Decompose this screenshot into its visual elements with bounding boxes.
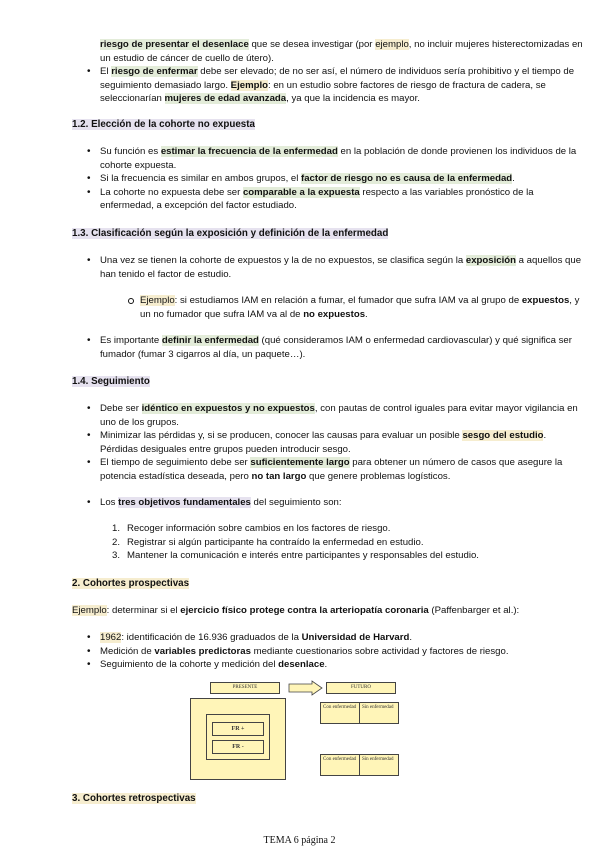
text: : en un estudio sobre factores de riesgo de fractura de cadera, se seleccionarían <box>100 79 546 105</box>
text: que se desea investigar (por <box>248 39 376 50</box>
fr-negative-box: FR - <box>212 740 264 754</box>
list-item <box>0 38 599 65</box>
list-item: • Medición de variables predictoras mediante cuestionarios sobre actividad y factores de riesgo. <box>0 645 599 659</box>
list-item: • Su función es estimar la frecuencia de la enfermedad en la población de donde provienen los individuos de la cohorte expuesta. <box>0 145 599 172</box>
list-item: • Si la frecuencia es similar en ambos grupos, el factor de riesgo no es causa de la enfermedad. <box>0 172 599 186</box>
list-item: • Debe ser idéntico en expuestos y no expuestos, con pautas de control iguales para evitar mayor vigilancia en uno de los grupos. <box>0 402 599 429</box>
cohort-diagram <box>190 680 410 782</box>
list-item: • Los tres objetivos fundamentales del seguimiento son: <box>0 496 599 510</box>
section-1-3-b <box>0 334 599 361</box>
intro-block-2 <box>0 65 599 106</box>
list-item <box>0 65 599 106</box>
list-item: 1. Recoger información sobre cambios en los factores de riesgo. <box>112 523 391 534</box>
list-item: • El tiempo de seguimiento debe ser suficientemente largo para obtener un número de casos que asegure la potencia estadística deseada, pero no tan largo que genere problemas logísticos. <box>0 456 599 483</box>
list-item: Ejemplo: si estudiamos IAM en relación a fumar, el fumador que sufra IAM va al grupo de expuestos, y un no fumador que sufra IAM va al de no expuestos. <box>0 294 599 321</box>
text: , no incluir mujeres histerectomizadas en un estudio de cáncer de cuello de útero). <box>100 39 583 64</box>
sub-list <box>0 294 599 321</box>
section-1-4 <box>0 402 599 484</box>
arrow-right-icon <box>288 680 324 696</box>
text: debe ser elevado; de no ser así, el número de individuos sería prohibitivo y el tiempo de seguimiento demasiado largo. <box>100 66 575 91</box>
highlight: mujeres de edad avanzada <box>164 93 287 105</box>
list-item: • Una vez se tienen la cohorte de expuestos y la de no expuestos, se clasifica según la exposición a aquellos que han tenido el factor de estudio. <box>0 254 599 281</box>
highlight: ejemplo <box>375 39 409 50</box>
highlight: Ejemplo <box>230 79 268 91</box>
outcome-cell: Con enfermedad <box>320 702 360 724</box>
section-heading: 1.3. Clasificación según la exposición y definición de la enfermedad <box>72 228 389 239</box>
page-footer: TEMA 6 página 2 <box>263 835 336 846</box>
section-heading: 3. Cohortes retrospectivas <box>72 793 196 804</box>
section-1-4-b <box>0 496 599 510</box>
list-item: • 1962: identificación de 16.936 graduados de la Universidad de Harvard. <box>0 631 599 645</box>
section-1-3 <box>0 254 599 281</box>
example-paragraph: Ejemplo: determinar si el ejercicio físico protege contra la arteriopatía coronaria (Paffenbarger et al.): <box>72 605 520 616</box>
futuro-box: FUTURO <box>326 682 396 694</box>
section-2 <box>0 631 599 672</box>
numbered-list <box>0 522 599 563</box>
section-heading: 2. Cohortes prospectivas <box>72 578 190 589</box>
section-1-2 <box>0 145 599 213</box>
list-item: 3. Mantener la comunicación e interés entre participantes y responsables del estudio. <box>112 550 479 562</box>
text: El <box>100 66 112 77</box>
outcome-cell: Sin enfermedad <box>359 754 399 776</box>
list-item: • Es importante definir la enfermedad (qué consideramos IAM o enfermedad cardiovascular) y qué significa ser fumador (fumar 3 cigarros al día, un paquete…). <box>0 334 599 361</box>
outcome-cell: Sin enfermedad <box>359 702 399 724</box>
intro-block <box>0 38 599 65</box>
section-heading: 1.4. Seguimiento <box>72 376 150 387</box>
section-heading: 1.2. Elección de la cohorte no expuesta <box>72 119 255 130</box>
highlight: riesgo de presentar el desenlace <box>100 39 249 50</box>
list-item: • La cohorte no expuesta debe ser comparable a la expuesta respecto a las variables pronóstico de la enfermedad, a excepción del factor estudiado. <box>0 186 599 213</box>
highlight: riesgo de enfermar <box>111 66 198 77</box>
list-item: • Seguimiento de la cohorte y medición del desenlace. <box>0 658 599 672</box>
list-item: • Minimizar las pérdidas y, si se producen, conocer las causas para evaluar un posible sesgo del estudio. Pérdidas desiguales entre grupos pueden introducir sesgo. <box>0 429 599 456</box>
fr-positive-box: FR + <box>212 722 264 736</box>
outcome-cell: Con enfermedad <box>320 754 360 776</box>
presente-box: PRESENTE <box>210 682 280 694</box>
text: , ya que la incidencia es mayor. <box>286 93 420 105</box>
list-item: 2. Registrar si algún participante ha contraído la enfermedad en estudio. <box>112 536 424 548</box>
